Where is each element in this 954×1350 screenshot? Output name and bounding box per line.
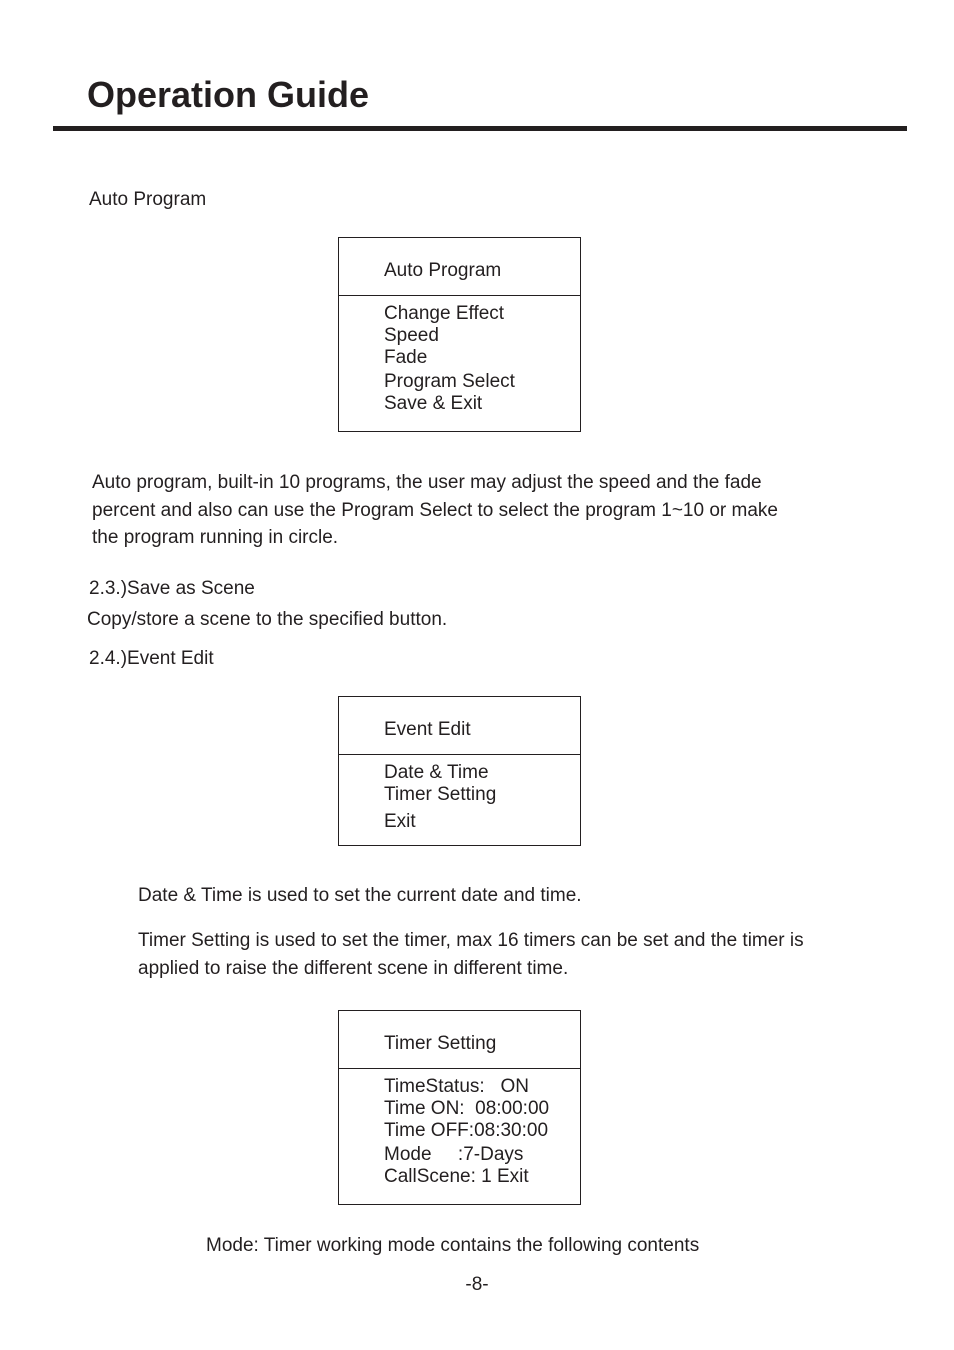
menu-item-time-on[interactable]: Time ON: 08:00:00	[384, 1098, 550, 1119]
event-edit-menu	[338, 696, 581, 846]
menu-title: Event Edit	[384, 719, 471, 740]
title-divider	[53, 126, 907, 131]
menu-item-speed[interactable]: Speed	[384, 325, 439, 346]
page-number: -8-	[465, 1274, 489, 1295]
save-as-scene-text: Copy/store a scene to the specified button.	[87, 609, 448, 630]
description-line: percent and also can use the Program Select to select the program 1~10 or make	[92, 499, 778, 521]
description-line: applied to raise the different scene in different time.	[138, 957, 569, 979]
auto-program-description	[92, 469, 778, 552]
auto-program-menu	[338, 237, 581, 432]
menu-title: Timer Setting	[384, 1033, 497, 1054]
menu-item-program-select[interactable]: Program Select	[384, 371, 515, 392]
menu-title: Auto Program	[384, 260, 502, 281]
menu-item-time-status[interactable]: TimeStatus: ON	[384, 1076, 529, 1097]
menu-item-save-exit[interactable]: Save & Exit	[384, 393, 483, 414]
timer-setting-menu	[338, 1010, 581, 1205]
menu-header	[339, 1011, 580, 1069]
description-line: Timer Setting is used to set the timer, max 16 timers can be set and the timer is	[138, 930, 804, 951]
menu-item-date-time[interactable]: Date & Time	[384, 762, 489, 783]
auto-program-heading: Auto Program	[89, 189, 207, 210]
event-edit-heading: 2.4.)Event Edit	[89, 648, 214, 669]
mode-description: Mode: Timer working mode contains the following contents	[206, 1235, 700, 1256]
description-line: Auto program, built-in 10 programs, the user may adjust the speed and the fade	[92, 472, 762, 493]
menu-item-time-off[interactable]: Time OFF:08:30:00	[384, 1120, 549, 1141]
menu-item-exit[interactable]: Exit	[384, 811, 416, 832]
menu-item-timer-setting[interactable]: Timer Setting	[384, 784, 497, 805]
date-time-description: Date & Time is used to set the current date and time.	[138, 885, 582, 906]
menu-item-fade[interactable]: Fade	[384, 347, 428, 368]
menu-item-change-effect[interactable]: Change Effect	[384, 303, 505, 324]
menu-item-call-scene[interactable]: CallScene: 1 Exit	[384, 1166, 529, 1187]
save-as-scene-heading: 2.3.)Save as Scene	[89, 578, 255, 599]
timer-setting-description	[138, 927, 804, 982]
page-title: Operation Guide	[87, 74, 370, 115]
menu-item-mode[interactable]: Mode :7-Days	[384, 1144, 524, 1165]
menu-header	[339, 697, 580, 755]
menu-header	[339, 238, 580, 296]
description-line: the program running in circle.	[92, 527, 339, 548]
